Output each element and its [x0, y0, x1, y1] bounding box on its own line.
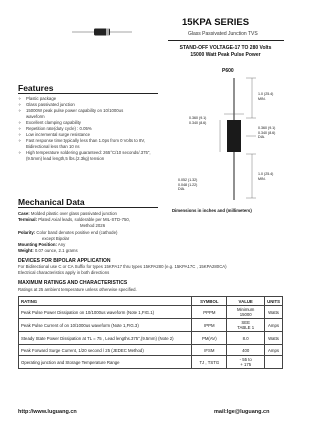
standoff-voltage: STAND-OFF VOLTAGE-17 TO 280 Volts	[179, 45, 272, 51]
cell-value: - 55 to + 175	[227, 356, 265, 369]
cell-symbol: IFSM	[192, 345, 227, 356]
cell-value: 8.0	[227, 332, 265, 345]
ratings-subtitle: Ratings at 25 ambient temperature unless otherwise specified.	[18, 287, 137, 292]
footer-website[interactable]: http://www.luguang.cn	[18, 409, 77, 415]
cell-value: SEE TABLE 1	[227, 319, 265, 332]
dim-bottom-lead: 1.0 (25.4) MIN.	[258, 172, 274, 181]
bipolar-line-2: Electrical characteristics apply in both directions	[18, 270, 110, 275]
col-units: UNITS	[265, 297, 283, 306]
dim-lead-diameter: 0.052 (1.32) 0.048 (1.22) DIA.	[178, 178, 198, 191]
col-symbol: SYMBOL	[192, 297, 227, 306]
peak-power: 15000 Watt Peak Pulse Power	[190, 52, 261, 58]
cell-units: Amps	[265, 319, 283, 332]
series-title: 15KPA SERIES	[182, 17, 250, 28]
footer-email[interactable]: mail:lge@luguang.cn	[214, 409, 270, 415]
feature-item: ✧ Glass passivated junction	[18, 102, 168, 108]
mech-polarity-value: Color band denotes positive end (cathode)	[36, 229, 118, 235]
features-list	[18, 96, 168, 162]
series-subtitle: Glass Passivated Junction TVS	[188, 31, 258, 37]
cell-units	[265, 356, 283, 369]
cell-rating: Peak Pulse Power Dissipation on 10/1000us waveform (Note 1,FIG.1)	[19, 306, 192, 319]
bipolar-title: DEVICES FOR BIPOLAR APPLICATION	[18, 258, 111, 264]
package-label: P600	[222, 68, 234, 74]
feature-item-cont: (9.5mm) lead length,5 lbs.(2.3kg) tension	[26, 156, 105, 161]
cell-symbol: PM(AV)	[192, 332, 227, 345]
cell-units: Watts	[265, 306, 283, 319]
feature-item: ✧ Excellent clamping capability	[18, 120, 168, 126]
mech-case-value: Molded plastic over glass passivated junction	[30, 211, 117, 216]
cell-units: Amps	[265, 345, 283, 356]
table-row	[19, 306, 283, 319]
cell-symbol: PPPM	[192, 306, 227, 319]
mech-mounting-label: Mounting Position:	[18, 242, 57, 248]
cell-symbol: IPPM	[192, 319, 227, 332]
mech-terminal-label: Terminal:	[18, 217, 38, 223]
feature-item: ✧ Plastic package	[18, 96, 168, 102]
feature-item: ✧ Fast response time:typically less than 1.0ps from 0 Volts to 8V,	[18, 138, 168, 144]
cell-rating: Peak Pulse Current of on 10/1000us waveform (Note 1,FIG.3)	[19, 319, 192, 332]
feature-item: ✧ 15000W peak pulse power capability on 10/1000us	[18, 108, 168, 114]
mech-polarity-label: Polarity:	[18, 229, 36, 235]
mechanical-list	[18, 211, 183, 254]
table-row	[19, 345, 283, 356]
cell-rating: Peak Forward Surge Current, 1/20 second / 25 (JEDEC Method)	[19, 345, 192, 356]
bipolar-line-1: For Bidirectional use C or CA Suffix for types 15KPA17 thru types 15KPA280 (e.g. 15KPA17C , 15KPA280CA)	[18, 264, 227, 269]
table-row	[19, 319, 283, 332]
mech-weight-label: Weight:	[18, 248, 34, 254]
table-row	[19, 356, 283, 369]
ratings-table	[18, 296, 283, 369]
dim-body-diameter: 0.360 (9.1) 0.340 (8.6) DIA.	[258, 126, 276, 139]
mech-terminal-cont: Method 2026	[80, 223, 106, 229]
standoff-spec	[168, 45, 283, 59]
mech-terminal-value: Plated Axial leads, solderable per MIL-STD-750,	[38, 217, 130, 223]
cell-rating: Operating junction and Storage Temperature Range	[19, 356, 192, 369]
features-title: Features	[18, 83, 54, 93]
mechanical-title: Mechanical Data	[18, 197, 85, 207]
col-rating: RATING	[19, 297, 192, 306]
bipolar-text	[18, 264, 286, 276]
feature-item-cont: Bidirectional less than 10 ns	[26, 144, 80, 149]
cell-units: Watts	[265, 332, 283, 345]
feature-item: ✧ Low incremental surge resistance	[18, 132, 168, 138]
dim-top-lead: 1.0 (25.4) MIN.	[258, 92, 274, 101]
mech-mounting-value: Any	[57, 242, 66, 248]
features-divider	[18, 93, 158, 94]
dimensions-note: Dimensions in inches and (millimeters)	[172, 208, 252, 213]
col-value: VALUE	[227, 297, 265, 306]
header-divider	[168, 40, 284, 41]
cell-value: 400	[227, 345, 265, 356]
ratings-title: MAXIMUM RATINGS AND CHARACTERISTICS	[18, 280, 128, 286]
dim-body-length: 0.360 (9.1) 0.340 (8.6)	[189, 116, 207, 125]
mech-case-label: Case:	[18, 211, 30, 216]
mech-polarity-cont: except Bipolar	[42, 235, 70, 241]
cell-symbol: TJ , TSTG	[192, 356, 227, 369]
feature-item: ✧ Repetition rate(duty cycle) : 0.05%	[18, 126, 168, 132]
feature-item-cont: waveform	[26, 114, 45, 119]
table-header-row	[19, 297, 283, 306]
feature-item: ✧ High temperature soldering guaranteed: 265°C/10 seconds/.375",	[18, 150, 168, 156]
mech-weight	[18, 248, 183, 254]
mech-weight-value: 0.07 ounce, 2.1 grams	[34, 248, 78, 254]
cell-value: Minimum 15000	[227, 306, 265, 319]
cell-rating: Steady State Power Dissipation at TL = 75 , Lead lengths.375",(9.5mm) (Note 2)	[19, 332, 192, 345]
diode-thumbnail	[72, 27, 132, 37]
table-row	[19, 332, 283, 345]
mechanical-divider	[18, 207, 158, 208]
